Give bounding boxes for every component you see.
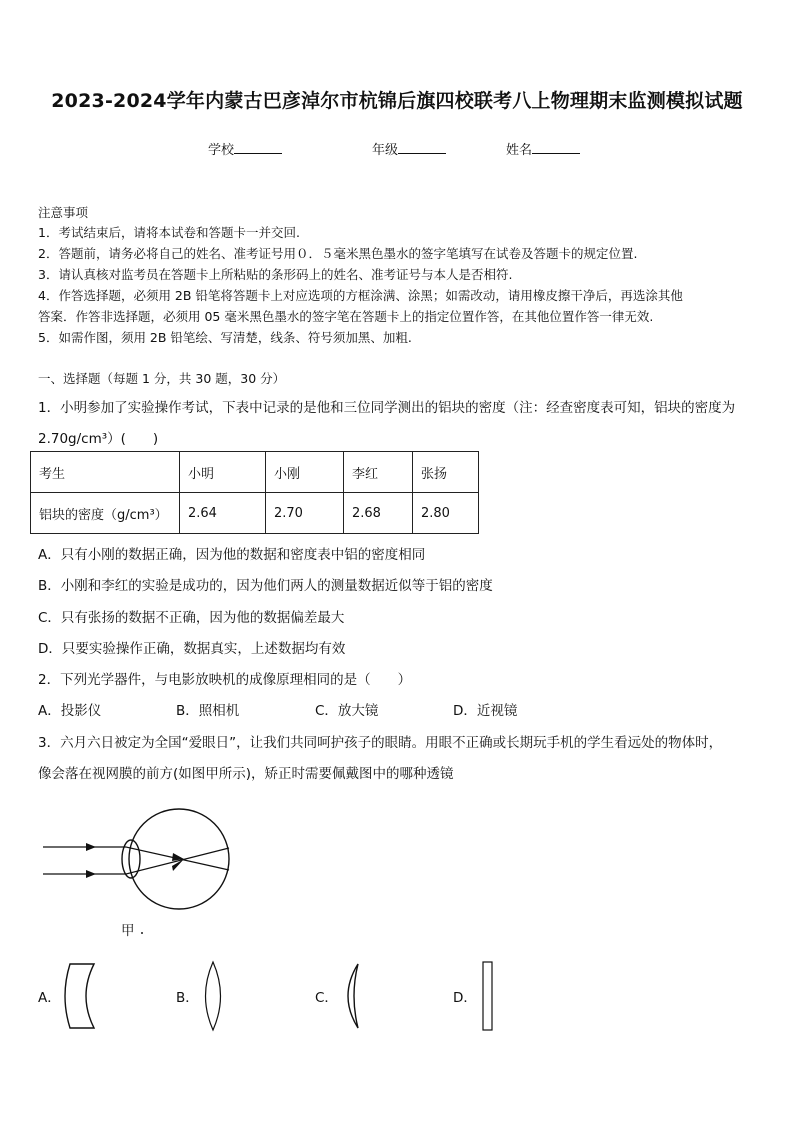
q3-option-b-label[interactable]: B． <box>176 990 199 1006</box>
q1-stem: 1．小明参加了实验操作考试，下表中记录的是他和三位同学测出的铝块的密度（注：经查密度表可知，铝块的密度为 <box>38 400 736 416</box>
table-cell: 李红 <box>344 452 413 493</box>
meniscus-lens-c[interactable] <box>338 962 368 1030</box>
table-cell: 张扬 <box>413 452 479 493</box>
section-heading: 一、选择题（每题 1 分，共 30 题，30 分） <box>38 371 286 386</box>
q3-stem: 3．六月六日被定为全国“爱眼日”，让我们共同呵护孩子的眼睛。用眼不正确或长期玩手机的学生看远处的物体时， <box>38 735 723 751</box>
concave-lens-a[interactable] <box>64 962 100 1030</box>
q1-option-a[interactable]: A．只有小刚的数据正确，因为他的数据和密度表中铝的密度相同 <box>38 547 426 563</box>
table-cell: 2.70 <box>266 493 344 534</box>
table-header-row <box>31 452 479 493</box>
table-cell: 小明 <box>180 452 266 493</box>
q3-option-a-label[interactable]: A． <box>38 990 61 1006</box>
q3-option-c-label[interactable]: C． <box>315 990 338 1006</box>
table-cell: 铝块的密度（g/cm³） <box>31 493 180 534</box>
school-field[interactable] <box>208 139 282 158</box>
arrow-icon <box>86 843 96 851</box>
notice-item: 5．如需作图，须用 2B 铅笔绘、写清楚，线条、符号须加黑、加粗. <box>38 330 412 345</box>
q1-stem-cont: 2.70g/cm³）( ) <box>38 431 159 447</box>
school-label: 学校 <box>208 143 235 158</box>
q2-option-b[interactable]: B．照相机 <box>176 703 240 719</box>
q1-option-c[interactable]: C．只有张扬的数据不正确，因为他的数据偏差最大 <box>38 610 345 626</box>
q1-density-table <box>30 451 479 534</box>
arrow-icon <box>86 870 96 878</box>
eye-diagram <box>38 804 238 939</box>
figure-dot <box>141 932 143 934</box>
notice-item: 答案．作答非选择题，必须用 05 毫米黑色墨水的签字笔在答题卡上的指定位置作答，在其他位置作答一律无效. <box>38 309 654 324</box>
notice-item: 4．作答选择题，必须用 2B 铅笔将答题卡上对应选项的方框涂满、涂黑；如需改动，请用橡皮擦干净后，再选涂其他 <box>38 288 683 303</box>
flat-plate-d[interactable] <box>480 960 496 1032</box>
grade-blank <box>398 140 446 154</box>
q3-option-d-label[interactable]: D． <box>453 990 477 1006</box>
notice-heading: 注意事项 <box>38 205 89 220</box>
q2-stem: 2．下列光学器件，与电影放映机的成像原理相同的是（ ） <box>38 672 412 688</box>
table-cell: 2.80 <box>413 493 479 534</box>
table-cell: 2.68 <box>344 493 413 534</box>
table-cell: 2.64 <box>180 493 266 534</box>
figure-label: 甲 <box>121 923 135 939</box>
name-blank <box>532 140 580 154</box>
q2-option-c[interactable]: C．放大镜 <box>315 703 379 719</box>
table-cell: 考生 <box>31 452 180 493</box>
q2-option-a[interactable]: A．投影仪 <box>38 703 102 719</box>
notice-item: 2．答题前，请务必将自己的姓名、准考证号用０．５毫米黑色墨水的签字笔填写在试卷及答题卡的规定位置. <box>38 246 638 261</box>
q1-option-d[interactable]: D．只要实验操作正确，数据真实，上述数据均有效 <box>38 641 346 657</box>
name-field[interactable] <box>506 139 580 158</box>
notice-item: 3．请认真核对监考员在答题卡上所粘贴的条形码上的姓名、准考证号与本人是否相符. <box>38 267 513 282</box>
school-blank <box>234 140 282 154</box>
name-label: 姓名 <box>506 143 533 158</box>
table-cell: 小刚 <box>266 452 344 493</box>
table-row <box>31 493 479 534</box>
q1-option-b[interactable]: B．小刚和李红的实验是成功的，因为他们两人的测量数据近似等于铝的密度 <box>38 578 493 594</box>
q2-option-d[interactable]: D．近视镜 <box>453 703 518 719</box>
q3-stem-cont: 像会落在视网膜的前方(如图甲所示)，矫正时需要佩戴图中的哪种透镜 <box>38 766 454 782</box>
grade-field[interactable] <box>372 139 446 158</box>
grade-label: 年级 <box>372 143 399 158</box>
page-title: 2023-2024学年内蒙古巴彦淖尔市杭锦后旗四校联考八上物理期末监测模拟试题 <box>51 90 743 112</box>
notice-item: 1．考试结束后，请将本试卷和答题卡一并交回. <box>38 225 300 240</box>
convex-lens-b[interactable] <box>198 960 228 1032</box>
